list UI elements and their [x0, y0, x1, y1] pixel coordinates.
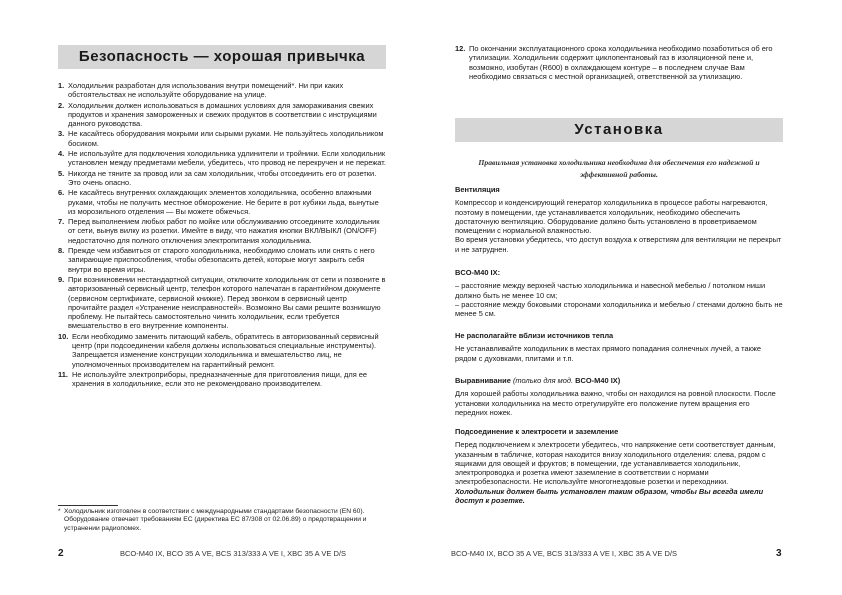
- section-paragraph: Перед подключением к электросети убедитесь, что напряжение сети соответствует данным, указанным в табличке, которая находится внизу холодильного отделения: слева, рядом с ящиками для овощей и фруктов; в помещении, где устанавливается холодильник, электропроводка и розетка имеют заземление в соответствии с нормами электробезопасности. Не используйте многогнездовые розетки и переходники.: [455, 440, 776, 487]
- item-text: Не касайтесь внутренних охлаждающих элементов холодильника, особенно влажными руками, чтобы не получить местное обморожение. Не берите в рот кубики льда, вынутые из морозильного отделения — Вы можете обжечься.: [68, 188, 379, 216]
- section-paragraph: – расстояние между верхней частью холодильника и навесной мебелью / потолком ниши должно быть не менее 10 см;: [455, 281, 766, 300]
- item-text: Не используйте для подключения холодильника удлинители и тройники. Если холодильник установлен между предметами мебели, убедитесь, что провод не перекручен и не пережат.: [68, 149, 386, 168]
- safety-item-3: [58, 129, 386, 148]
- item-number: 12.: [455, 44, 466, 53]
- item-number: 8.: [58, 246, 65, 256]
- item-text: Никогда не тяните за провод или за сам холодильник, чтобы отсоединить его от розетки. Это очень опасно.: [68, 168, 377, 187]
- section-leveling: [455, 376, 783, 417]
- safety-list: [58, 81, 386, 390]
- section-closing-note: Холодильник должен быть установлен таким образом, чтобы Вы всегда имели доступ к розетке.: [455, 486, 764, 506]
- item-text: Не касайтесь оборудования мокрыми или сырыми руками. Не пользуйтесь холодильником босиком.: [68, 129, 384, 148]
- model-list-footer: BCO-M40 IX, BCO 35 A VE, BCS 313/333 A VE I, XBC 35 A VE D/S: [451, 549, 677, 558]
- section-title: BCO-M40 IX:: [455, 268, 501, 277]
- item-number: 5.: [58, 168, 65, 178]
- section-title: Не располагайте вблизи источников тепла: [455, 331, 614, 340]
- item-number: 10.: [58, 331, 69, 341]
- model-list-footer: BCO-M40 IX, BCO 35 A VE, BCS 313/333 A VE I, XBC 35 A VE D/S: [120, 549, 346, 558]
- section-title: Вентиляция: [455, 185, 500, 194]
- right-page: [421, 0, 842, 595]
- page-number: 3: [776, 548, 782, 559]
- safety-item-11: [58, 370, 386, 389]
- safety-item-2: [58, 101, 386, 129]
- safety-heading: Безопасность — хорошая привычка: [58, 45, 386, 69]
- item-text: Холодильник должен использоваться в домашних условиях для замораживания свежих продуктов и хранения замороженных и свежих продуктов в соответствии с инструкциями данного руководства.: [68, 100, 377, 129]
- item-number: 6.: [58, 188, 65, 198]
- leveling-title-model: BCO-M40 IX): [575, 376, 621, 385]
- section-title: [455, 376, 783, 385]
- item-text: Если необходимо заменить питающий кабель, обратитесь в авторизованный сервисный центр (при подсоединении кабеля должны использоваться специальные инструменты).: [72, 331, 379, 351]
- section-ventilation: [455, 185, 783, 254]
- section-paragraph: Для хорошей работы холодильника важно, чтобы он находился на ровной плоскости. После установки холодильника на место отрегулируйте его положение путем вращения его передних ножек.: [455, 389, 776, 417]
- item-number: 2.: [58, 100, 65, 110]
- leveling-title-note: (только для мод.: [512, 376, 574, 385]
- section-paragraph: – расстояние между боковыми сторонами холодильника и мебелью / стенами должно быть не менее 5 см.: [455, 299, 783, 319]
- item-text: Прежде чем избавиться от старого холодильника, необходимо сломать или снять с него запирающие приспособления, чтобы обезопасить детей, которые могут закрыть себя внутри во время игры.: [68, 246, 375, 274]
- footnote-text: Холодильник изготовлен в соответствии с международными стандартами безопасности (EN 60). Оборудование отвечает требованиям ЕС (директива ЕС 87/308 от 02.06.89) о предотвращении и устранении радиопомех.: [64, 508, 367, 532]
- item-text: При возникновении нестандартной ситуации, отключите холодильник от сети и позвоните в авторизованный сервисный центр, телефон которого напечатан в гарантийном документе (сервисном сертификате, сервисной книжке). Перед звонком в сервисный центр прочитайте раздел «Устранение неисправностей». Возможно Вы сами решите возникшую проблему. Не пытайтесь самостоятельно чинить холодильник, если требуется вмешательство в его внутренние компоненты.: [68, 274, 386, 331]
- item-text-extra: Запрещается изменение конструкции холодильника и вмешательство лиц, не уполномоченных производителем на гарантийный ремонт.: [72, 350, 342, 369]
- item-text: Перед выполнением любых работ по мойке или обслуживанию отсоедините холодильник от сети, вынув вилку из розетки. Имейте в виду, что нажатия кнопки ВКЛ/ВЫКЛ (ON/OFF) недостаточно для полного отключения электропитания холодильника.: [68, 217, 380, 245]
- safety-item-6: [58, 188, 386, 216]
- item-number: 7.: [58, 217, 65, 227]
- safety-item-5: [58, 169, 386, 188]
- safety-item-7: [58, 217, 386, 245]
- footnote: [58, 508, 388, 533]
- section-model-clearance: [455, 268, 783, 318]
- safety-item-10: [58, 332, 386, 369]
- footnote-mark: *: [58, 508, 61, 515]
- section-heat-sources: [455, 331, 783, 363]
- leveling-title: Выравнивание: [455, 376, 511, 385]
- safety-item-12: [455, 44, 785, 81]
- item-number: 4.: [58, 149, 65, 159]
- item-text: Не используйте электроприборы, предназначенные для приготовления пищи, для ее хранения в холодильнике, если это не рекомендовано производителем.: [72, 369, 368, 389]
- footnote-rule: [58, 505, 118, 506]
- safety-item-9: [58, 275, 386, 331]
- safety-item-8: [58, 246, 386, 274]
- item-number: 9.: [58, 274, 65, 284]
- item-text: Холодильник разработан для использования внутри помещений*. Ни при каких обстоятельствах не используйте оборудование на улице.: [68, 81, 344, 100]
- section-electrical: [455, 427, 783, 505]
- section-paragraph: Не устанавливайте холодильник в местах прямого попадания солнечных лучей, а также рядом с духовками, плитами и т.п.: [455, 344, 761, 363]
- page-number: 2: [58, 548, 64, 559]
- item-text: По окончании эксплуатационного срока холодильника необходимо позаботиться об его утилизации. Холодильник содержит циклопентановый газ в изоляционной пене и, возможно, изобутан (R600) в охлаждающем контуре – в последнем случае Вам необходимо связаться с местной организацией, ответственной за утилизацию.: [469, 44, 773, 81]
- section-paragraph: Компрессор и конденсирующий генератор холодильника в процессе работы нагреваются, поэтому в помещении, где устанавливается холодильник, необходимо обеспечить достаточную вентиляцию. Оборудование должно быть установлено в проветриваемом помещении с нормальной влажностью.: [455, 198, 768, 236]
- safety-list-continued: [455, 44, 785, 82]
- item-number: 3.: [58, 129, 65, 139]
- safety-item-4: [58, 149, 386, 168]
- safety-item-1: [58, 81, 386, 100]
- section-paragraph: Во время установки убедитесь, что доступ воздуха к отверстиям для вентиляции не перекрыт и не затруднен.: [455, 235, 782, 254]
- section-title: Подсоединение к электросети и заземление: [455, 427, 619, 436]
- installation-heading: Установка: [455, 118, 783, 142]
- item-number: 1.: [58, 81, 65, 90]
- installation-intro: Правильная установка холодильника необходима для обеспечения его надежной и эффективной работы.: [478, 158, 760, 179]
- item-number: 11.: [58, 369, 68, 379]
